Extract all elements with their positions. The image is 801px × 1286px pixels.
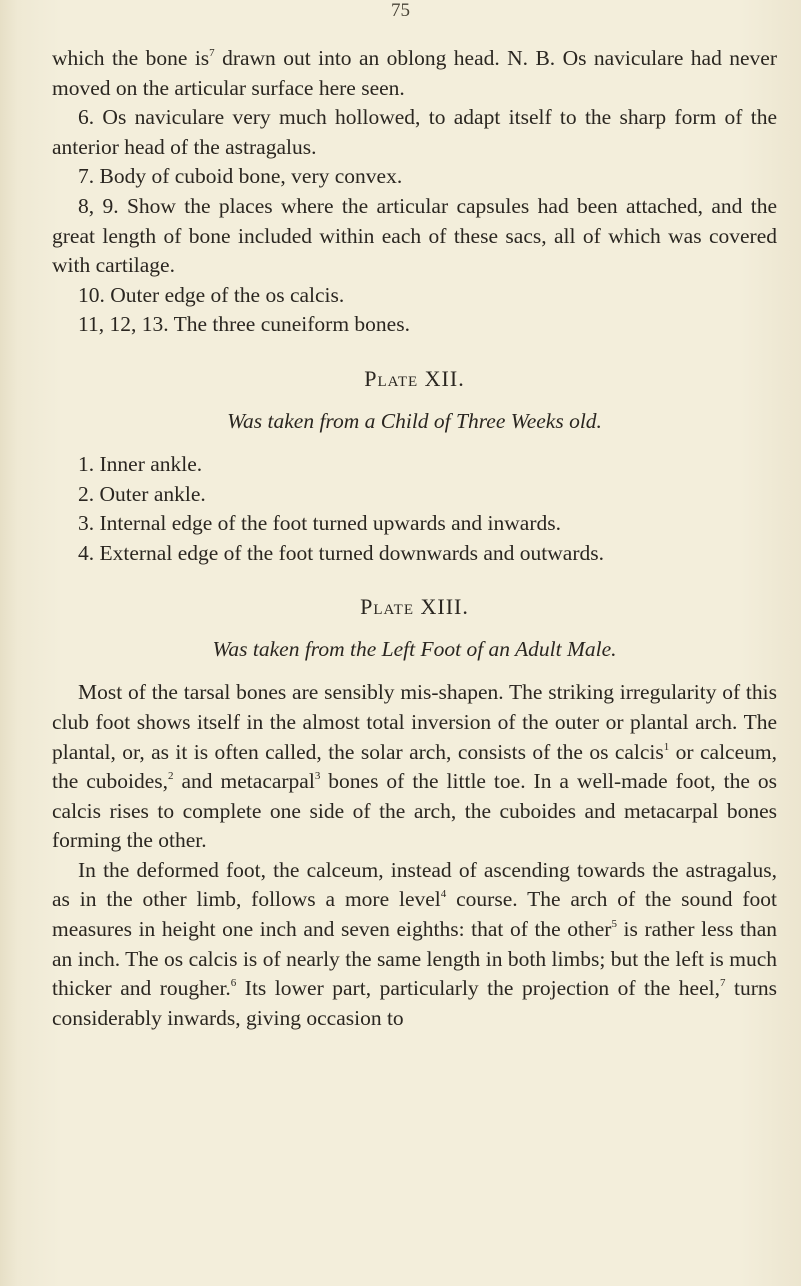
list-item: 7. Body of cuboid bone, very convex. (78, 164, 403, 189)
page-body (52, 44, 777, 1033)
list-item: 6. Os naviculare very much hollowed, to adapt itself to the sharp form of the anterior head of the astragalus. (52, 105, 777, 159)
section-subheading: Was taken from the Left Foot of an Adult Male. (212, 637, 617, 662)
footnote-ref: 7 (209, 47, 215, 59)
list-item: 4. External edge of the foot turned downwards and outwards. (78, 540, 605, 565)
list-item: 2. Outer ankle. (78, 481, 206, 506)
footnote-ref: 2 (168, 770, 174, 783)
list-item: 10. Outer edge of the os calcis. (78, 282, 345, 307)
section-heading: Plate XIII. (360, 594, 469, 620)
footnote-ref: 3 (314, 770, 321, 783)
footnote-ref: 1 (663, 740, 670, 753)
list-item: 3. Internal edge of the foot turned upwards and inwards. (78, 511, 562, 536)
list-item: 8, 9. Show the places where the articular capsules had been attached, and the great length of bone included within each of these sacs, all of which was covered with cartilage. (52, 193, 777, 278)
body-paragraph: Most of the tarsal bones are sensibly mis-shapen. The striking irregularity of this club foot shows itself in the almost total inversion of the outer or plantal arch. The plantal, or, as it is often called, the solar arch, consists of the os calcis$^1$ or calceum, the cuboides,$^2$ and metacarpal$^3$ bones of the little toe. In a well-made foot, the os calcis rises to complete one side of the arch, the cuboides and metacarpal bones forming the other. (52, 680, 777, 853)
body-paragraph: In the deformed foot, the calceum, instead of ascending towards the astragalus, as in the other limb, follows a more level$^4$ course. The arch of the sound foot measures in height one inch and seven eighths: that of the other$^5$ is rather less than an inch. The os calcis is of nearly the same length in both limbs; but the left is much thicker and rougher.$^6$ Its lower part, particularly the projection of the heel,$^7$ turns considerably inwards, giving occasion to (52, 857, 777, 1030)
footnote-ref: 4 (440, 888, 447, 901)
section-subheading: Was taken from a Child of Three Weeks old. (227, 408, 602, 433)
list-item: 11, 12, 13. The three cuneiform bones. (78, 312, 410, 337)
list-item: 1. Inner ankle. (78, 451, 203, 476)
footnote-ref: 6 (230, 977, 237, 990)
section-heading: Plate XII. (364, 365, 465, 391)
paragraph-continued: which the bone $is^7$ drawn out into an oblong head. N. B. Os naviculare had never moved on the articular surface here seen. (52, 46, 777, 100)
footnote-ref: 7 (719, 977, 726, 990)
footnote-ref: 5 (611, 918, 617, 931)
page-number: 75 (391, 0, 410, 21)
